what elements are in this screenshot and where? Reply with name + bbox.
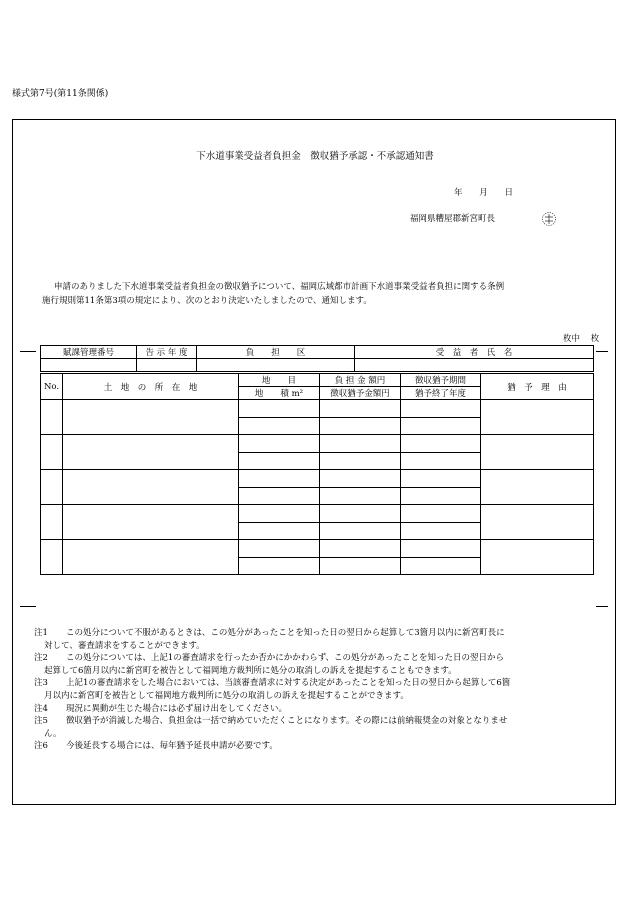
note-text xyxy=(66,703,600,716)
cut-mark-left-top xyxy=(20,351,36,352)
column-deferred-amount: 徴収猶予金額円 xyxy=(320,387,401,400)
header-value-cell xyxy=(355,359,594,372)
cut-mark-right-top xyxy=(596,351,608,352)
column-reason: 猶 予 理 由 xyxy=(481,374,594,400)
table-row xyxy=(481,435,594,470)
cut-mark-right-bottom xyxy=(596,606,608,607)
header-col-notice-year: 告 示 年 度 xyxy=(137,346,197,359)
note-text xyxy=(66,740,600,753)
table-row xyxy=(41,400,481,418)
column-area-label: 地 積 xyxy=(254,389,289,399)
column-charge-amount: 負 担 金 額円 xyxy=(320,374,401,387)
date-line xyxy=(440,186,513,198)
note-number: 注2 xyxy=(34,653,48,664)
column-land-category: 地 目 xyxy=(239,374,320,387)
notes-section xyxy=(34,627,600,753)
table-row xyxy=(481,505,594,540)
note-line: 徴収猶予が消滅した場合、負担金は一括で納めていただくことになります。その際には前納報奨金の対象となりませ xyxy=(66,716,508,727)
note-line: この処分については、上記1の審査請求を行ったか否かにかかわらず、この処分があったことを知った日の翌日から xyxy=(66,653,504,664)
sheet-count-sheet: 枚 xyxy=(590,334,600,344)
column-deferral-period: 徴収猶予期間 xyxy=(401,374,481,387)
header-value-cell xyxy=(197,359,355,372)
note-item xyxy=(34,715,600,740)
date-month: 月 xyxy=(479,188,488,198)
notice-body xyxy=(42,280,602,308)
note-line: 現況に異動が生じた場合には必ず届け出をしてください。 xyxy=(66,703,288,714)
note-line: 月以内に新宮町を被告として福岡地方裁判所に処分の取消しの訴えを提起することができます。 xyxy=(44,690,409,701)
sheet-count-of: 枚中 xyxy=(563,334,581,344)
note-item xyxy=(34,740,600,753)
reason-table xyxy=(480,373,594,575)
sheet-count xyxy=(555,332,599,344)
header-value-cell xyxy=(137,359,197,372)
note-line: 上記1の審査請求をした場合においては、当該審査請求に対する決定があったことを知った日の翌日から起算して6箇 xyxy=(66,678,511,689)
note-number: 注6 xyxy=(34,741,48,752)
table-row xyxy=(481,470,594,505)
note-item xyxy=(34,677,600,702)
note-text xyxy=(44,652,600,677)
column-area xyxy=(239,387,320,400)
table-row xyxy=(41,540,481,558)
header-col-beneficiary-name: 受 益 者 氏 名 xyxy=(355,346,594,359)
column-location: 土 地 の 所 在 地 xyxy=(63,374,239,400)
note-text xyxy=(44,715,600,740)
column-no: No. xyxy=(41,374,63,400)
form-number-label: 様式第7号(第11条関係) xyxy=(12,89,109,99)
note-number: 注1 xyxy=(34,628,48,638)
note-line: ん。 xyxy=(44,728,62,739)
document-title: 下水道事業受益者負担金 徴収猶予承認・不承認通知書 xyxy=(196,151,434,162)
table-row xyxy=(41,435,481,453)
issuer-name: 福岡県糟屋郡新宮町長 xyxy=(410,214,496,224)
header-value-cell xyxy=(41,359,137,372)
header-table xyxy=(40,345,594,372)
date-day: 日 xyxy=(504,188,513,198)
notice-body-line-2: 施行規則第11条第3項の規定により、次のとおり決定いたしましたので、通知します。 xyxy=(42,296,372,306)
header-col-assessment-number: 賦課管理番号 xyxy=(41,346,137,359)
note-number: 注3 xyxy=(34,678,48,689)
date-year: 年 xyxy=(454,188,463,198)
note-item xyxy=(34,652,600,677)
note-line: 対して、審査請求をすることができます。 xyxy=(44,640,205,651)
table-row xyxy=(481,540,594,575)
note-text xyxy=(44,677,600,702)
official-seal-mark xyxy=(540,210,558,228)
column-deferral-end: 猶予終了年度 xyxy=(401,387,481,400)
notice-body-line-1: 申請のありました下水道事業受益者負担金の徴収猶予について、福岡広域都市計画下水道事業受益者負担に関する条例 xyxy=(54,282,505,292)
land-table xyxy=(40,373,481,575)
note-item xyxy=(34,627,600,652)
note-line: この処分について不服があるときは、この処分があったことを知った日の翌日から起算して3箇月以内に新宮町長に xyxy=(66,628,505,638)
column-area-unit: m² xyxy=(291,389,304,399)
table-row xyxy=(481,400,594,435)
table-row xyxy=(41,505,481,523)
note-line: 起算して6箇月以内に新宮町を被告として福岡地方裁判所に処分の取消しの訴えを提起することもできます。 xyxy=(44,665,457,676)
note-line: 今後延長する場合には、毎年猶予延長申請が必要です。 xyxy=(66,741,278,752)
note-text xyxy=(44,627,600,652)
note-number: 注4 xyxy=(34,703,48,714)
header-col-charge-district: 負 担 区 xyxy=(197,346,355,359)
note-number: 注5 xyxy=(34,716,48,727)
cut-mark-left-bottom xyxy=(20,606,36,607)
note-item xyxy=(34,703,600,716)
table-row xyxy=(41,470,481,488)
